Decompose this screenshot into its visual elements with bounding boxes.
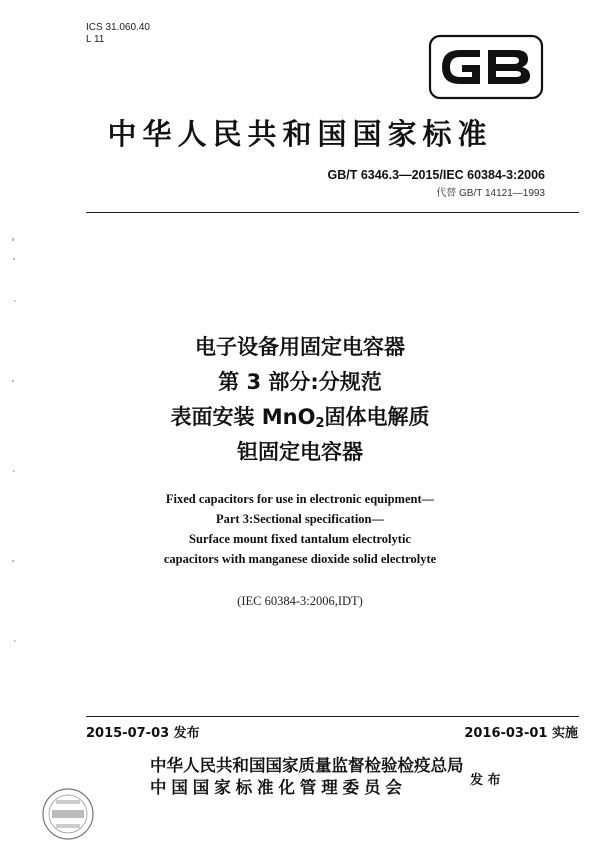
cn-title-line-4: 钽固定电容器 xyxy=(237,440,363,464)
issuer-sac: 中国国家标准化管理委员会 xyxy=(150,778,407,797)
ccs-code: L 11 xyxy=(86,34,105,45)
implementation-date: 2016-03-01 实施 xyxy=(464,726,578,741)
bottom-divider xyxy=(86,716,579,717)
cn-title-line-3-b: 固体电解质 xyxy=(324,405,430,429)
cn-title-line-1: 电子设备用固定电容器 xyxy=(195,335,405,359)
chinese-title xyxy=(0,330,600,470)
publish-label: 发 布 xyxy=(470,773,501,788)
cn-title-line-3 xyxy=(0,400,600,435)
ics-code: ICS 31.060.40 xyxy=(86,22,150,33)
issuing-authorities xyxy=(150,755,464,799)
en-title-line-2: Part 3:Sectional specification— xyxy=(215,512,385,526)
english-title xyxy=(0,489,600,569)
national-standard-heading: 中华人民共和国国家标准 xyxy=(107,117,493,151)
cn-title-line-2: 第 3 部分:分规范 xyxy=(218,370,382,394)
cn-title-line-3-sub: 2 xyxy=(315,416,325,431)
standard-code-block xyxy=(328,168,546,199)
replaces-standard: 代替 GB/T 14121—1993 xyxy=(436,188,545,199)
gb-logo xyxy=(428,34,544,100)
standard-number: GB/T 6346.3—2015/IEC 60384-3:2006 xyxy=(327,168,545,182)
en-title-line-3: Surface mount fixed tantalum electrolytic xyxy=(189,532,411,546)
en-title-line-1: Fixed capacitors for use in electronic equipment— xyxy=(165,492,435,506)
en-title-line-4: capacitors with manganese dioxide solid electrolyte xyxy=(163,552,437,566)
top-divider xyxy=(86,212,579,213)
adoption-note: (IEC 60384-3:2006,IDT) xyxy=(237,594,363,608)
library-stamp-icon xyxy=(40,786,96,842)
classification-codes xyxy=(86,22,150,46)
issue-date: 2015-07-03 发布 xyxy=(86,726,200,741)
cn-title-line-3-a: 表面安装 MnO xyxy=(170,405,316,429)
issuer-aqsiq: 中华人民共和国国家质量监督检验检疫总局 xyxy=(150,756,464,775)
